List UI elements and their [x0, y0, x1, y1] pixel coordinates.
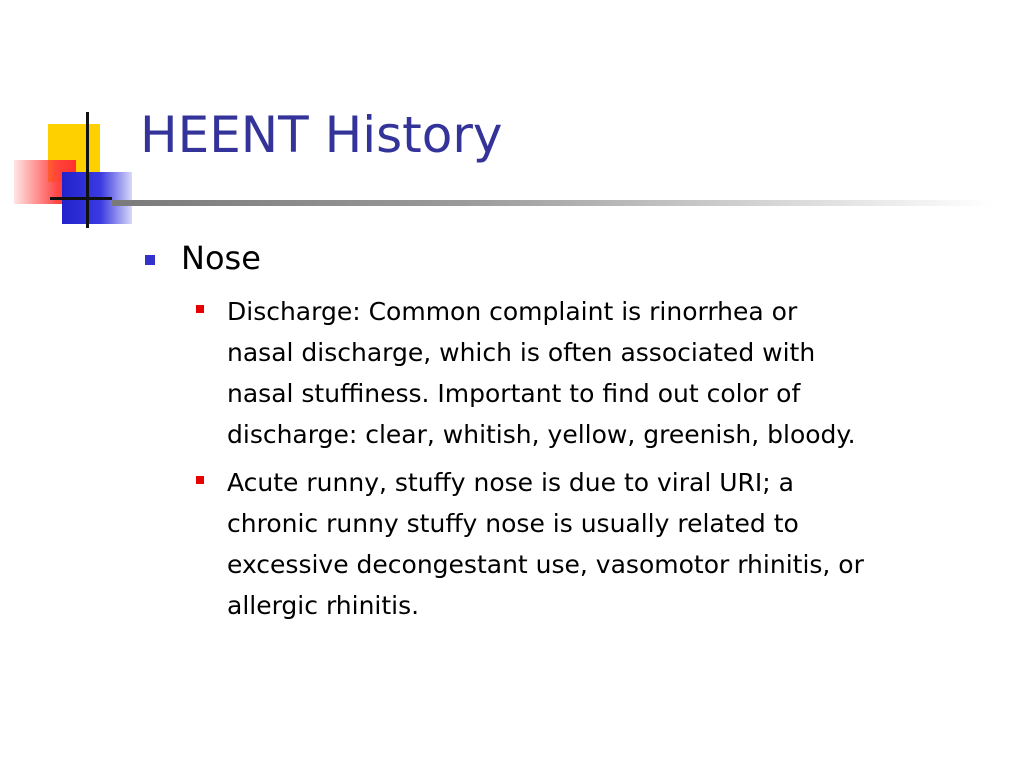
horizontal-line-shape — [50, 197, 112, 200]
sub-bullet-acute-runny-nose-text — [227, 462, 1017, 626]
slide-title: HEENT History — [140, 106, 503, 164]
text-line: excessive decongestant use, vasomotor rhinitis, or — [227, 550, 864, 579]
vertical-line-shape — [86, 112, 89, 228]
text-line: discharge: clear, whitish, yellow, greenish, bloody. — [227, 420, 856, 449]
text-line: Acute runny, stuffy nose is due to viral URI; a — [227, 468, 794, 497]
text-line: Discharge: Common complaint is rinorrhea or — [227, 297, 798, 326]
red-square-bullet-icon — [196, 476, 204, 484]
text-line: allergic rhinitis. — [227, 591, 420, 620]
red-square-bullet-icon — [196, 305, 204, 313]
text-line: nasal stuffiness. Important to find out color of — [227, 379, 801, 408]
sub-bullet-discharge — [196, 291, 1017, 455]
blue-square-bullet-icon — [145, 255, 155, 265]
sub-bullet-acute-runny-nose — [196, 462, 1017, 626]
text-line: chronic runny stuffy nose is usually related to — [227, 509, 799, 538]
sub-bullet-discharge-text — [227, 291, 1017, 455]
text-line: nasal discharge, which is often associated with — [227, 338, 816, 367]
bullet-nose-label: Nose — [181, 239, 261, 277]
bullet-nose — [145, 238, 261, 278]
title-underline-rule — [112, 200, 992, 206]
